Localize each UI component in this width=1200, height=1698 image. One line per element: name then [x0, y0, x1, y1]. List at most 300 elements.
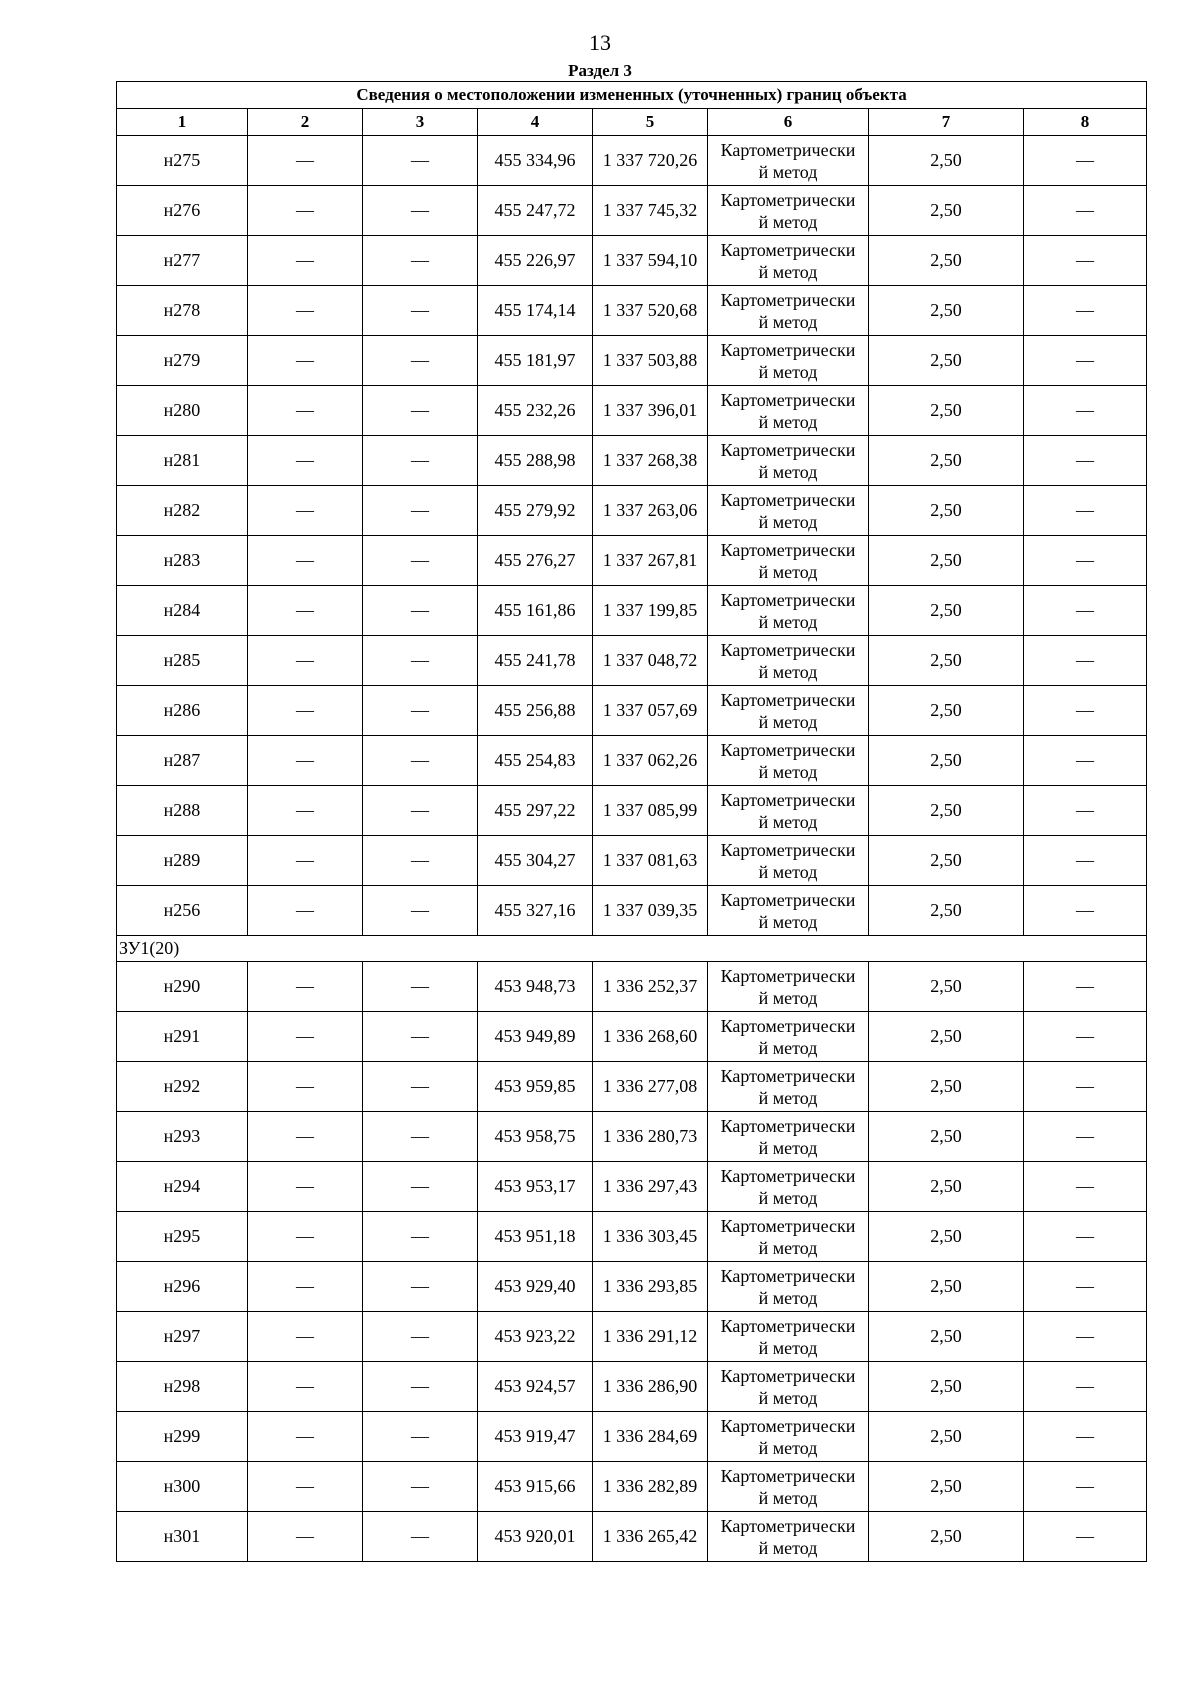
column-8-cell: — — [1024, 336, 1147, 386]
accuracy-cell: 2,50 — [869, 1362, 1024, 1412]
method-line-1: Картометрически — [720, 789, 856, 810]
point-name-cell: н287 — [117, 736, 248, 786]
y-coordinate-cell: 1 336 284,69 — [593, 1412, 708, 1462]
table-row — [117, 436, 1147, 486]
method-line-2: й метод — [758, 211, 818, 232]
y-coordinate-cell: 1 337 057,69 — [593, 686, 708, 736]
method-line-2: й метод — [758, 761, 818, 782]
method-line-1: Картометрически — [720, 1265, 856, 1286]
method-cell — [708, 1162, 869, 1212]
column-header: 3 — [363, 109, 478, 136]
method-line-1: Картометрически — [720, 1365, 856, 1386]
page-number: 13 — [589, 30, 611, 55]
point-name-cell: н280 — [117, 386, 248, 436]
y-coordinate-cell: 1 336 286,90 — [593, 1362, 708, 1412]
y-coordinate-cell: 1 337 263,06 — [593, 486, 708, 536]
y-coordinate-cell: 1 336 265,42 — [593, 1512, 708, 1562]
y-coordinate-cell: 1 336 297,43 — [593, 1162, 708, 1212]
method-line-1: Картометрически — [720, 389, 856, 410]
table-row — [117, 486, 1147, 536]
column-3-cell: — — [363, 836, 478, 886]
column-3-cell: — — [363, 636, 478, 686]
method-line-2: й метод — [758, 711, 818, 732]
method-cell — [708, 1212, 869, 1262]
column-2-cell: — — [248, 1312, 363, 1362]
accuracy-cell: 2,50 — [869, 1062, 1024, 1112]
accuracy-cell: 2,50 — [869, 186, 1024, 236]
column-3-cell: — — [363, 1162, 478, 1212]
column-2-cell: — — [248, 1262, 363, 1312]
point-name-cell: н291 — [117, 1012, 248, 1062]
column-header: 4 — [478, 109, 593, 136]
point-name-cell: н294 — [117, 1162, 248, 1212]
column-header: 8 — [1024, 109, 1147, 136]
column-2-cell: — — [248, 336, 363, 386]
method-line-1: Картометрически — [720, 965, 856, 986]
x-coordinate-cell: 453 951,18 — [478, 1212, 593, 1262]
x-coordinate-cell: 455 181,97 — [478, 336, 593, 386]
column-3-cell: — — [363, 1412, 478, 1462]
method-line-2: й метод — [758, 361, 818, 382]
method-cell — [708, 1412, 869, 1462]
x-coordinate-cell: 453 915,66 — [478, 1462, 593, 1512]
column-3-cell: — — [363, 886, 478, 936]
point-name-cell: н299 — [117, 1412, 248, 1462]
column-2-cell: — — [248, 886, 363, 936]
x-coordinate-cell: 453 953,17 — [478, 1162, 593, 1212]
method-line-1: Картометрически — [720, 339, 856, 360]
column-3-cell: — — [363, 536, 478, 586]
column-2-cell: — — [248, 786, 363, 836]
accuracy-cell: 2,50 — [869, 1512, 1024, 1562]
x-coordinate-cell: 455 276,27 — [478, 536, 593, 586]
y-coordinate-cell: 1 337 594,10 — [593, 236, 708, 286]
method-line-1: Картометрически — [720, 589, 856, 610]
table-row — [117, 336, 1147, 386]
method-line-1: Картометрически — [720, 1415, 856, 1436]
point-name-cell: н282 — [117, 486, 248, 536]
method-cell — [708, 836, 869, 886]
column-8-cell: — — [1024, 586, 1147, 636]
method-line-2: й метод — [758, 987, 818, 1008]
method-line-1: Картометрически — [720, 489, 856, 510]
y-coordinate-cell: 1 337 720,26 — [593, 136, 708, 186]
column-2-cell: — — [248, 586, 363, 636]
column-8-cell: — — [1024, 1412, 1147, 1462]
y-coordinate-cell: 1 337 267,81 — [593, 536, 708, 586]
method-cell — [708, 586, 869, 636]
method-cell — [708, 636, 869, 686]
y-coordinate-cell: 1 337 048,72 — [593, 636, 708, 686]
table-row — [117, 186, 1147, 236]
method-line-1: Картометрически — [720, 739, 856, 760]
column-8-cell: — — [1024, 786, 1147, 836]
table-row — [117, 1212, 1147, 1262]
accuracy-cell: 2,50 — [869, 586, 1024, 636]
method-line-2: й метод — [758, 1337, 818, 1358]
column-2-cell: — — [248, 186, 363, 236]
column-8-cell: — — [1024, 186, 1147, 236]
column-2-cell: — — [248, 1062, 363, 1112]
method-line-2: й метод — [758, 1037, 818, 1058]
x-coordinate-cell: 455 256,88 — [478, 686, 593, 736]
table-row — [117, 962, 1147, 1012]
x-coordinate-cell: 455 161,86 — [478, 586, 593, 636]
table-row — [117, 786, 1147, 836]
y-coordinate-cell: 1 336 291,12 — [593, 1312, 708, 1362]
accuracy-cell: 2,50 — [869, 886, 1024, 936]
table-row — [117, 686, 1147, 736]
table-row — [117, 1262, 1147, 1312]
accuracy-cell: 2,50 — [869, 1012, 1024, 1062]
column-3-cell: — — [363, 1062, 478, 1112]
y-coordinate-cell: 1 337 745,32 — [593, 186, 708, 236]
method-line-1: Картометрически — [720, 689, 856, 710]
column-2-cell: — — [248, 236, 363, 286]
point-name-cell: н289 — [117, 836, 248, 886]
column-8-cell: — — [1024, 1012, 1147, 1062]
accuracy-cell: 2,50 — [869, 386, 1024, 436]
y-coordinate-cell: 1 336 293,85 — [593, 1262, 708, 1312]
y-coordinate-cell: 1 336 303,45 — [593, 1212, 708, 1262]
y-coordinate-cell: 1 336 280,73 — [593, 1112, 708, 1162]
column-2-cell: — — [248, 286, 363, 336]
method-cell — [708, 1062, 869, 1112]
point-name-cell: н285 — [117, 636, 248, 686]
table-row — [117, 386, 1147, 436]
column-3-cell: — — [363, 386, 478, 436]
point-name-cell: н297 — [117, 1312, 248, 1362]
column-3-cell: — — [363, 436, 478, 486]
y-coordinate-cell: 1 337 081,63 — [593, 836, 708, 886]
y-coordinate-cell: 1 337 268,38 — [593, 436, 708, 486]
point-name-cell: н283 — [117, 536, 248, 586]
point-name-cell: н276 — [117, 186, 248, 236]
method-cell — [708, 236, 869, 286]
coordinates-table — [116, 81, 1147, 1562]
column-3-cell: — — [363, 486, 478, 536]
column-3-cell: — — [363, 586, 478, 636]
x-coordinate-cell: 453 924,57 — [478, 1362, 593, 1412]
point-name-cell: н295 — [117, 1212, 248, 1262]
y-coordinate-cell: 1 336 268,60 — [593, 1012, 708, 1062]
method-line-2: й метод — [758, 1137, 818, 1158]
column-2-cell: — — [248, 1162, 363, 1212]
method-cell — [708, 386, 869, 436]
method-cell — [708, 1512, 869, 1562]
table-row — [117, 1062, 1147, 1112]
column-2-cell: — — [248, 536, 363, 586]
method-line-1: Картометрически — [720, 289, 856, 310]
point-name-cell: н277 — [117, 236, 248, 286]
accuracy-cell: 2,50 — [869, 962, 1024, 1012]
table-row — [117, 636, 1147, 686]
column-3-cell: — — [363, 186, 478, 236]
accuracy-cell: 2,50 — [869, 636, 1024, 686]
column-2-cell: — — [248, 1362, 363, 1412]
method-line-2: й метод — [758, 911, 818, 932]
method-line-1: Картометрически — [720, 1115, 856, 1136]
point-name-cell: н279 — [117, 336, 248, 386]
x-coordinate-cell: 455 327,16 — [478, 886, 593, 936]
method-line-2: й метод — [758, 1287, 818, 1308]
point-name-cell: н288 — [117, 786, 248, 836]
accuracy-cell: 2,50 — [869, 736, 1024, 786]
method-cell — [708, 186, 869, 236]
y-coordinate-cell: 1 336 282,89 — [593, 1462, 708, 1512]
column-2-cell: — — [248, 1112, 363, 1162]
point-name-cell: н256 — [117, 886, 248, 936]
method-line-2: й метод — [758, 461, 818, 482]
x-coordinate-cell: 455 297,22 — [478, 786, 593, 836]
group-label: ЗУ1(20) — [117, 936, 1147, 962]
y-coordinate-cell: 1 337 199,85 — [593, 586, 708, 636]
column-header: 1 — [117, 109, 248, 136]
column-8-cell: — — [1024, 1162, 1147, 1212]
y-coordinate-cell: 1 336 252,37 — [593, 962, 708, 1012]
column-2-cell: — — [248, 1012, 363, 1062]
method-line-1: Картометрически — [720, 1215, 856, 1236]
table-row — [117, 1112, 1147, 1162]
method-line-2: й метод — [758, 311, 818, 332]
column-3-cell: — — [363, 236, 478, 286]
method-cell — [708, 436, 869, 486]
method-line-2: й метод — [758, 1087, 818, 1108]
method-line-2: й метод — [758, 1437, 818, 1458]
x-coordinate-cell: 453 920,01 — [478, 1512, 593, 1562]
accuracy-cell: 2,50 — [869, 286, 1024, 336]
column-8-cell: — — [1024, 886, 1147, 936]
point-name-cell: н301 — [117, 1512, 248, 1562]
column-8-cell: — — [1024, 1462, 1147, 1512]
method-line-2: й метод — [758, 511, 818, 532]
column-3-cell: — — [363, 1212, 478, 1262]
column-2-cell: — — [248, 1462, 363, 1512]
column-2-cell: — — [248, 1412, 363, 1462]
method-cell — [708, 486, 869, 536]
method-cell — [708, 1312, 869, 1362]
column-header: 5 — [593, 109, 708, 136]
column-3-cell: — — [363, 1512, 478, 1562]
method-cell — [708, 336, 869, 386]
method-cell — [708, 686, 869, 736]
accuracy-cell: 2,50 — [869, 136, 1024, 186]
method-line-2: й метод — [758, 1537, 818, 1558]
point-name-cell: н296 — [117, 1262, 248, 1312]
column-2-cell: — — [248, 386, 363, 436]
method-line-2: й метод — [758, 261, 818, 282]
point-name-cell: н278 — [117, 286, 248, 336]
column-3-cell: — — [363, 1462, 478, 1512]
method-line-2: й метод — [758, 561, 818, 582]
method-line-2: й метод — [758, 1487, 818, 1508]
accuracy-cell: 2,50 — [869, 336, 1024, 386]
accuracy-cell: 2,50 — [869, 1412, 1024, 1462]
column-8-cell: — — [1024, 236, 1147, 286]
table-row — [117, 236, 1147, 286]
y-coordinate-cell: 1 337 062,26 — [593, 736, 708, 786]
x-coordinate-cell: 455 241,78 — [478, 636, 593, 686]
column-8-cell: — — [1024, 1312, 1147, 1362]
accuracy-cell: 2,50 — [869, 536, 1024, 586]
column-8-cell: — — [1024, 962, 1147, 1012]
point-name-cell: н284 — [117, 586, 248, 636]
column-8-cell: — — [1024, 1062, 1147, 1112]
column-8-cell: — — [1024, 386, 1147, 436]
column-2-cell: — — [248, 636, 363, 686]
method-line-1: Картометрически — [720, 439, 856, 460]
y-coordinate-cell: 1 337 520,68 — [593, 286, 708, 336]
method-line-2: й метод — [758, 661, 818, 682]
x-coordinate-cell: 455 288,98 — [478, 436, 593, 486]
accuracy-cell: 2,50 — [869, 1462, 1024, 1512]
method-cell — [708, 1262, 869, 1312]
column-2-cell: — — [248, 1212, 363, 1262]
method-cell — [708, 1112, 869, 1162]
column-8-cell: — — [1024, 136, 1147, 186]
method-cell — [708, 136, 869, 186]
table-row — [117, 586, 1147, 636]
y-coordinate-cell: 1 336 277,08 — [593, 1062, 708, 1112]
point-name-cell: н292 — [117, 1062, 248, 1112]
method-cell — [708, 1462, 869, 1512]
method-line-1: Картометрически — [720, 1465, 856, 1486]
table-row — [117, 1362, 1147, 1412]
column-3-cell: — — [363, 686, 478, 736]
column-3-cell: — — [363, 962, 478, 1012]
method-line-1: Картометрически — [720, 1065, 856, 1086]
method-line-2: й метод — [758, 811, 818, 832]
accuracy-cell: 2,50 — [869, 486, 1024, 536]
x-coordinate-cell: 453 949,89 — [478, 1012, 593, 1062]
method-line-1: Картометрически — [720, 639, 856, 660]
method-line-2: й метод — [758, 411, 818, 432]
column-8-cell: — — [1024, 1212, 1147, 1262]
accuracy-cell: 2,50 — [869, 1162, 1024, 1212]
table-row — [117, 1162, 1147, 1212]
column-8-cell: — — [1024, 836, 1147, 886]
column-8-cell: — — [1024, 736, 1147, 786]
column-8-cell: — — [1024, 1112, 1147, 1162]
x-coordinate-cell: 455 232,26 — [478, 386, 593, 436]
column-2-cell: — — [248, 686, 363, 736]
x-coordinate-cell: 453 919,47 — [478, 1412, 593, 1462]
column-8-cell: — — [1024, 436, 1147, 486]
method-cell — [708, 1362, 869, 1412]
column-8-cell: — — [1024, 286, 1147, 336]
y-coordinate-cell: 1 337 039,35 — [593, 886, 708, 936]
column-3-cell: — — [363, 1362, 478, 1412]
x-coordinate-cell: 453 958,75 — [478, 1112, 593, 1162]
column-2-cell: — — [248, 1512, 363, 1562]
method-line-1: Картометрически — [720, 1315, 856, 1336]
method-line-2: й метод — [758, 1187, 818, 1208]
column-3-cell: — — [363, 136, 478, 186]
accuracy-cell: 2,50 — [869, 1262, 1024, 1312]
method-line-2: й метод — [758, 1237, 818, 1258]
column-2-cell: — — [248, 436, 363, 486]
x-coordinate-cell: 455 304,27 — [478, 836, 593, 886]
point-name-cell: н286 — [117, 686, 248, 736]
x-coordinate-cell: 453 929,40 — [478, 1262, 593, 1312]
accuracy-cell: 2,50 — [869, 1312, 1024, 1362]
accuracy-cell: 2,50 — [869, 1112, 1024, 1162]
column-2-cell: — — [248, 736, 363, 786]
accuracy-cell: 2,50 — [869, 836, 1024, 886]
method-line-2: й метод — [758, 1387, 818, 1408]
column-2-cell: — — [248, 136, 363, 186]
group-row — [117, 936, 1147, 962]
table-row — [117, 886, 1147, 936]
x-coordinate-cell: 453 959,85 — [478, 1062, 593, 1112]
column-8-cell: — — [1024, 486, 1147, 536]
method-line-1: Картометрически — [720, 189, 856, 210]
method-line-1: Картометрически — [720, 1015, 856, 1036]
table-row — [117, 1412, 1147, 1462]
accuracy-cell: 2,50 — [869, 686, 1024, 736]
table-body — [117, 136, 1147, 1562]
column-8-cell: — — [1024, 686, 1147, 736]
column-header: 2 — [248, 109, 363, 136]
column-2-cell: — — [248, 486, 363, 536]
x-coordinate-cell: 455 226,97 — [478, 236, 593, 286]
section-title: Раздел 3 — [568, 61, 632, 80]
method-line-1: Картометрически — [720, 1515, 856, 1536]
x-coordinate-cell: 453 923,22 — [478, 1312, 593, 1362]
method-line-1: Картометрически — [720, 539, 856, 560]
column-3-cell: — — [363, 1112, 478, 1162]
table-row — [117, 736, 1147, 786]
x-coordinate-cell: 455 279,92 — [478, 486, 593, 536]
method-line-1: Картометрически — [720, 889, 856, 910]
table-row — [117, 136, 1147, 186]
column-8-cell: — — [1024, 1362, 1147, 1412]
column-8-cell: — — [1024, 1262, 1147, 1312]
table-row — [117, 286, 1147, 336]
table-row — [117, 1012, 1147, 1062]
y-coordinate-cell: 1 337 396,01 — [593, 386, 708, 436]
column-header: 7 — [869, 109, 1024, 136]
point-name-cell: н293 — [117, 1112, 248, 1162]
x-coordinate-cell: 455 174,14 — [478, 286, 593, 336]
column-3-cell: — — [363, 736, 478, 786]
point-name-cell: н290 — [117, 962, 248, 1012]
column-2-cell: — — [248, 962, 363, 1012]
column-3-cell: — — [363, 786, 478, 836]
accuracy-cell: 2,50 — [869, 786, 1024, 836]
method-cell — [708, 962, 869, 1012]
column-8-cell: — — [1024, 636, 1147, 686]
column-3-cell: — — [363, 286, 478, 336]
method-cell — [708, 736, 869, 786]
y-coordinate-cell: 1 337 085,99 — [593, 786, 708, 836]
method-line-1: Картометрически — [720, 1165, 856, 1186]
column-3-cell: — — [363, 336, 478, 386]
table-row — [117, 1462, 1147, 1512]
column-header-row — [117, 109, 1147, 136]
point-name-cell: н300 — [117, 1462, 248, 1512]
table-row — [117, 1312, 1147, 1362]
accuracy-cell: 2,50 — [869, 436, 1024, 486]
column-8-cell: — — [1024, 1512, 1147, 1562]
x-coordinate-cell: 455 334,96 — [478, 136, 593, 186]
table-row — [117, 1512, 1147, 1562]
column-2-cell: — — [248, 836, 363, 886]
method-line-2: й метод — [758, 161, 818, 182]
point-name-cell: н298 — [117, 1362, 248, 1412]
method-cell — [708, 1012, 869, 1062]
accuracy-cell: 2,50 — [869, 1212, 1024, 1262]
